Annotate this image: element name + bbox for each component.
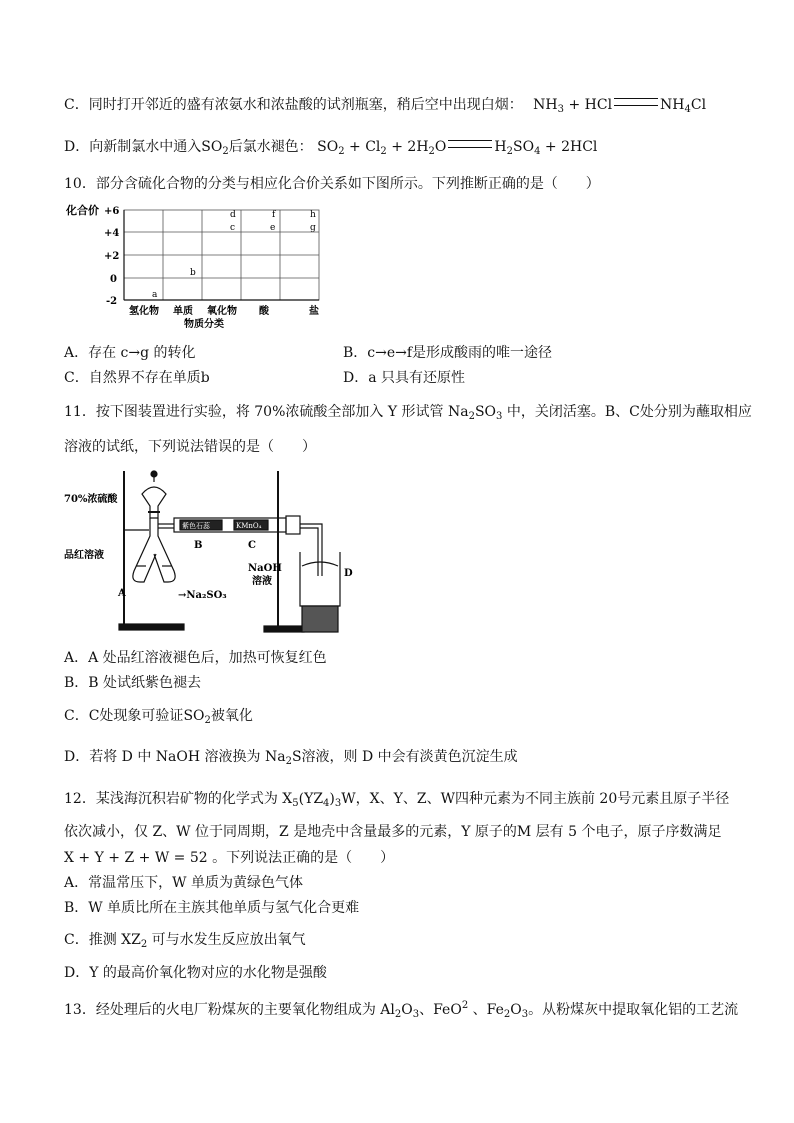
q12-option-b: B．W 单质比所在主族其他单质与氢气化合更难 [64,900,360,916]
x-tick: 氢化物 [129,306,159,317]
y-tick: +2 [104,251,120,262]
point-a: a [152,290,158,300]
equals-sign [614,98,658,106]
label-c: C [248,540,256,551]
q10-option-c: C．自然界不存在单质b [64,370,210,386]
q11-option-a: A．A 处品红溶液褪色后，加热可恢复红色 [64,650,327,666]
y-tick: -2 [106,296,118,307]
q10-valence-chart [64,200,334,335]
q12-option-d: D．Y 的最高价氧化物对应的水化物是强酸 [64,965,327,981]
q12-stem-line2: 依次减小，仅 Z、W 位于同周期，Z 是地壳中含量最多的元素，Y 原子的M 层有 5 个电子，原子序数满足 [64,824,722,840]
label-zise: 紫色石蕊 [182,522,210,530]
x-tick: 单质 [173,306,193,317]
q10-option-b: B．c→e→f是形成酸雨的唯一途径 [343,345,553,361]
q10-option-d: D．a 只具有还原性 [343,370,466,386]
q9-c-equation: $NH_3$ + HCl $NH_4Cl$ [533,97,707,115]
y-tick: 0 [110,274,117,285]
q11-stem-line2: 溶液的试纸，下列说法错误的是（ ） [64,439,316,455]
q10-option-a: A．存在 c→g 的转化 [64,345,196,361]
label-a: A [118,588,126,599]
q9-option-c [64,95,706,120]
label-naoh: NaOH [248,563,282,574]
q11-option-c: C．C处现象可验证$SO_2$被氧化 [64,708,253,726]
q12-option-c: C．推测 $XZ_2$ 可与水发生反应放出氧气 [64,932,306,950]
x-tick: 氧化物 [207,306,237,317]
q9-c-text: C．同时打开邻近的盛有浓氨水和浓盐酸的试剂瓶塞，稍后空中出现白烟： [64,97,523,113]
x-axis-title: 物质分类 [184,319,224,330]
label-pinhong: 品红溶液 [64,550,104,561]
q9-d-text: D．向新制氯水中通入 [64,139,202,155]
point-d: d [230,210,236,220]
point-e: e [270,223,276,233]
x-tick: 酸 [259,306,269,317]
q11-stem-line1: 11．按下图装置进行实验，将 70%浓硫酸全部加入 Y 形试管 $Na_2SO_3$ 中，关闭活塞。B、C处分别为蘸取相应 [64,404,752,422]
y-tick: +4 [104,228,120,239]
q12-stem-line3: X + Y + Z + W = 52 。下列说法正确的是（ ） [64,850,395,866]
q11-apparatus-diagram [64,466,354,636]
point-b: b [190,268,196,278]
q11-option-d: D．若将 D 中 NaOH 溶液换为 $Na_2S$溶液，则 D 中会有淡黄色沉淀生成 [64,749,518,767]
x-tick: 盐 [309,306,319,317]
point-g: g [310,223,316,233]
label-kmno4: KMnO₄ [236,522,262,530]
y-tick: +6 [104,206,120,217]
y-axis-title: 化合价 [66,204,99,217]
q10-stem: 10．部分含硫化合物的分类与相应化合价关系如下图所示。下列推断正确的是（ ） [64,176,600,192]
q12-option-a: A．常温常压下，W 单质为黄绿色气体 [64,875,303,891]
label-acid: 70%浓硫酸 [64,494,118,505]
q9-option-d: D．向新制氯水中通入$SO_2$后氯水褪色： $SO_2 + Cl_2 + 2H_2O$ $H_2SO_4 + 2HCl$ [64,139,598,157]
q11-option-b: B．B 处试纸紫色褪去 [64,675,202,691]
point-c: c [230,223,236,233]
point-h: h [310,210,316,220]
q9-d-equation: $SO_2 + Cl_2 + 2H_2O$ $H_2SO_4 + 2HCl$ [317,139,598,157]
point-f: f [272,210,276,220]
equals-sign [448,140,492,148]
q12-stem-line1: 12．某浅海沉积岩矿物的化学式为 $X_5(YZ_4)_3W$，X、Y、Z、W四种元素为不同主族前 20号元素且原子半径 [64,791,730,809]
label-solution: 溶液 [252,576,272,587]
q13-stem: 13．经处理后的火电厂粉煤灰的主要氧化物组成为 $Al_2O_3$、FeO$^2$ 、$Fe_2O_3$。从粉煤灰中提取氧化铝的工艺流 [64,1000,739,1020]
label-d: D [344,568,353,579]
label-b: B [194,540,203,551]
label-na2so3: →Na₂SO₃ [178,590,227,601]
